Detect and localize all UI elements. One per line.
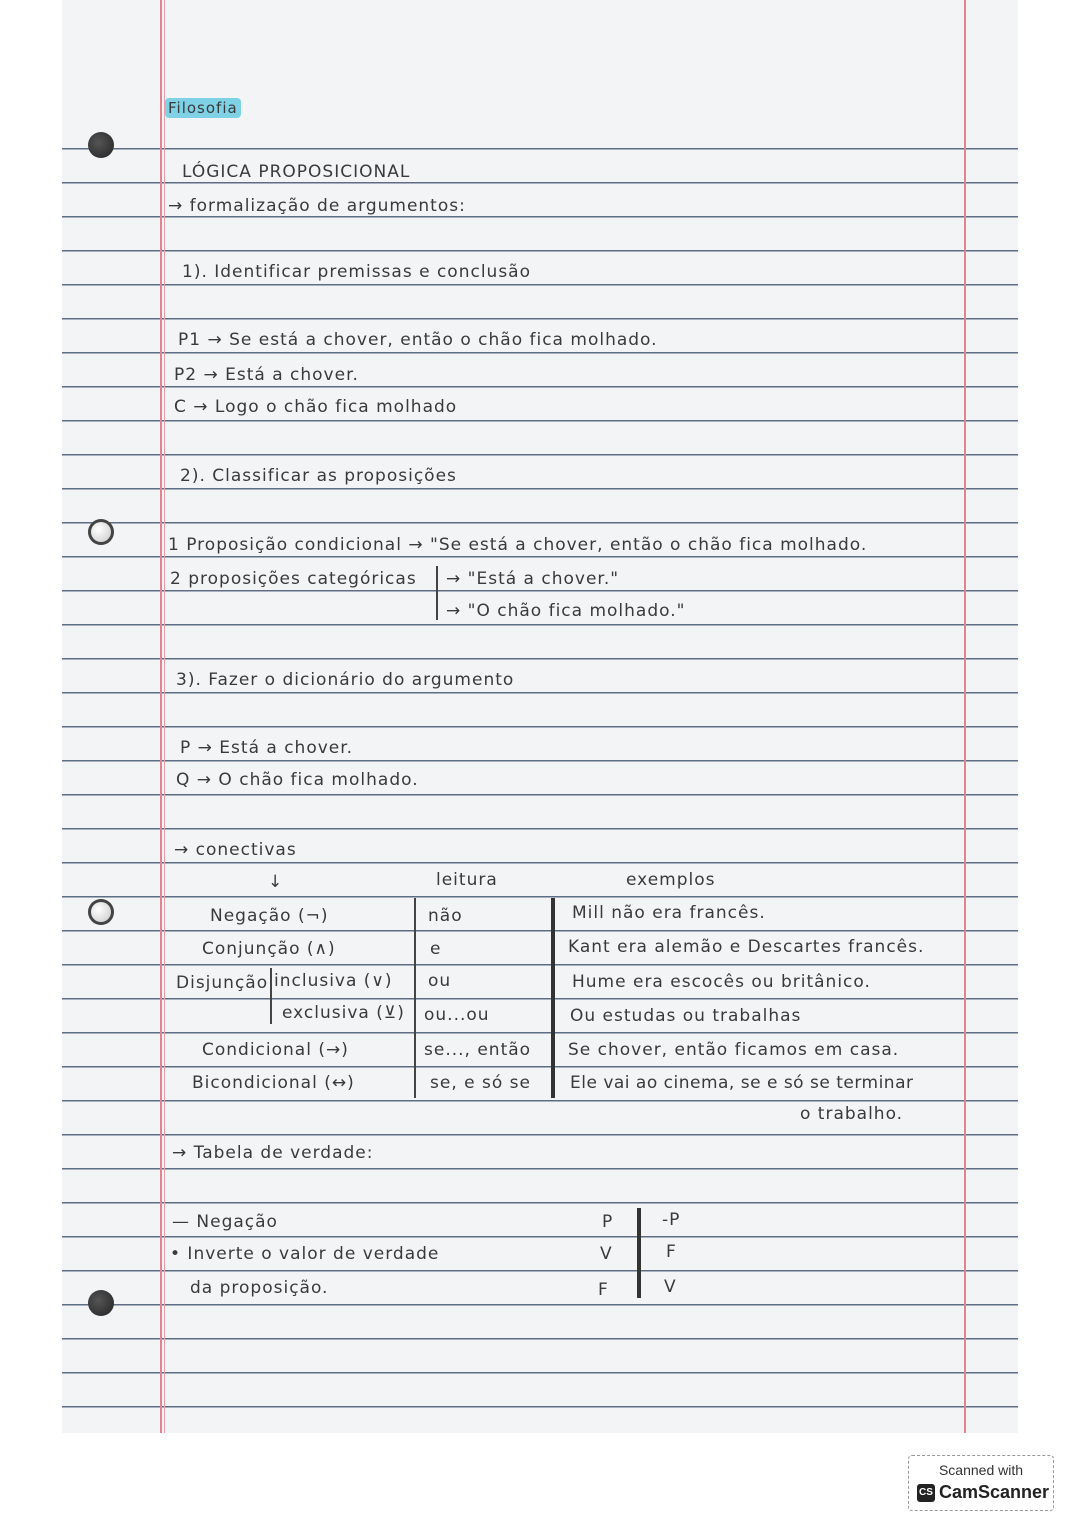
conditional-proposition: 1 Proposição condicional → "Se está a chover, então o chão fica molhado. bbox=[168, 535, 868, 555]
connective-reading: ou bbox=[428, 971, 452, 991]
header-reading: leitura bbox=[436, 870, 498, 890]
page-title: Filosofia bbox=[165, 98, 241, 118]
punch-hole bbox=[88, 899, 114, 925]
truth-cell: V bbox=[664, 1277, 677, 1297]
step3-label: 3). Fazer o dicionário do argumento bbox=[176, 670, 515, 690]
heading: LÓGICA PROPOSICIONAL bbox=[182, 162, 411, 182]
subheading: → formalização de argumentos: bbox=[168, 196, 466, 216]
connective-name: Conjunção (∧) bbox=[202, 939, 336, 959]
negation-title: — Negação bbox=[172, 1212, 278, 1232]
truth-header: P bbox=[602, 1212, 614, 1232]
categorical-label: 2 proposições categóricas bbox=[170, 569, 417, 589]
truth-table-divider bbox=[637, 1208, 641, 1298]
truth-cell: V bbox=[600, 1244, 613, 1264]
truth-cell: F bbox=[666, 1242, 677, 1262]
table-divider bbox=[551, 898, 555, 1098]
down-arrow-icon: ↓ bbox=[268, 872, 284, 892]
table-divider bbox=[414, 898, 416, 1098]
punch-hole bbox=[88, 519, 114, 545]
dictionary-q: Q → O chão fica molhado. bbox=[176, 770, 419, 790]
example-continuation: o trabalho. bbox=[800, 1104, 904, 1124]
connective-name: inclusiva (∨) bbox=[274, 971, 393, 991]
camscanner-watermark bbox=[908, 1455, 1054, 1511]
truth-cell: F bbox=[598, 1280, 609, 1300]
premise-1: P1 → Se está a chover, então o chão fica molhado. bbox=[178, 330, 658, 350]
connective-reading: se, e só se bbox=[430, 1073, 531, 1093]
dictionary-p: P → Está a chover. bbox=[180, 738, 354, 758]
watermark-text: Scanned with bbox=[938, 1462, 1024, 1478]
connective-example: Kant era alemão e Descartes francês. bbox=[568, 937, 925, 957]
left-margin-line bbox=[160, 0, 162, 1433]
truth-header: -P bbox=[662, 1210, 681, 1230]
premise-2: P2 → Está a chover. bbox=[174, 365, 359, 385]
connective-reading: ou...ou bbox=[424, 1005, 490, 1025]
step1-label: 1). Identificar premissas e conclusão bbox=[182, 262, 531, 282]
connective-example: Hume era escocês ou britânico. bbox=[572, 972, 871, 992]
conclusion: C → Logo o chão fica molhado bbox=[174, 397, 458, 417]
brace-line bbox=[436, 566, 438, 620]
connective-example: Se chover, então ficamos em casa. bbox=[568, 1040, 900, 1060]
categorical-2: → "O chão fica molhado." bbox=[446, 601, 686, 621]
right-margin-line bbox=[964, 0, 966, 1433]
negation-description: • Inverte o valor de verdade bbox=[170, 1244, 440, 1264]
disjunction-label: Disjunção bbox=[176, 973, 269, 993]
disjunction-divider bbox=[270, 968, 272, 1024]
step2-label: 2). Classificar as proposições bbox=[180, 466, 457, 486]
connective-name: Condicional (→) bbox=[202, 1040, 349, 1060]
categorical-1: → "Está a chover." bbox=[446, 569, 620, 589]
connective-reading: e bbox=[430, 939, 442, 959]
connective-reading: se..., então bbox=[424, 1040, 532, 1060]
connective-reading: não bbox=[428, 906, 463, 926]
watermark-brand: CamScanner bbox=[939, 1482, 1050, 1502]
connective-name: Negação (¬) bbox=[210, 906, 329, 926]
connective-example: Mill não era francês. bbox=[572, 903, 766, 923]
connective-example: Ele vai ao cinema, se e só se terminar bbox=[570, 1073, 914, 1093]
header-examples: exemplos bbox=[626, 870, 716, 890]
connective-name: exclusiva (⊻) bbox=[282, 1003, 405, 1023]
connectives-label: → conectivas bbox=[174, 840, 297, 860]
punch-hole bbox=[88, 132, 114, 158]
connective-name: Bicondicional (↔) bbox=[192, 1073, 355, 1093]
negation-description: da proposição. bbox=[190, 1278, 329, 1298]
connective-example: Ou estudas ou trabalhas bbox=[570, 1006, 802, 1026]
truth-table-label: → Tabela de verdade: bbox=[172, 1143, 374, 1163]
punch-hole bbox=[88, 1290, 114, 1316]
camscanner-logo-icon: CS bbox=[917, 1484, 935, 1502]
